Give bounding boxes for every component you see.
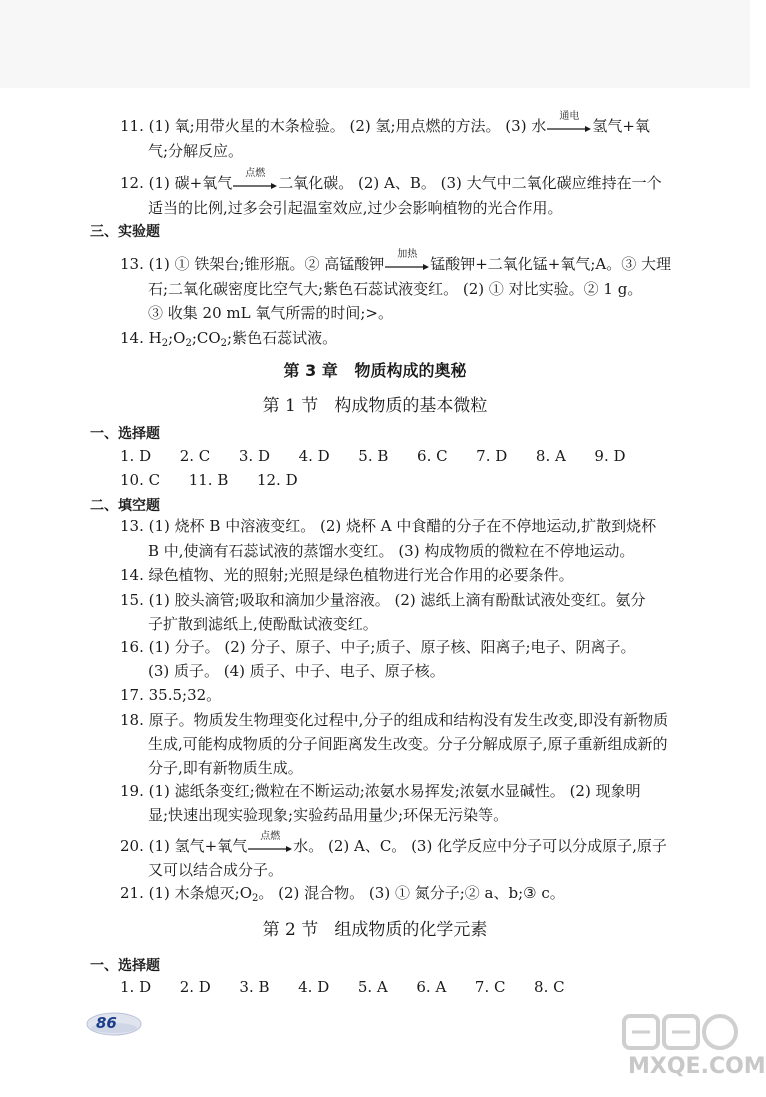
fill-q13-line-2: B 中,使滴有石蕊试液的蒸馏水变红。 (3) 构成物质的微粒在不停地运动。 [148, 542, 635, 560]
q13-line-2: 石;二氧化碳密度比空气大;紫色石蕊试液变红。 (2) ① 对比实验。② 1 g。 [148, 280, 643, 298]
fill-q19-line-2: 显;快速出现实验现象;实验药品用量少;环保无污染等。 [148, 806, 509, 824]
section-title-2: 第 2 节 组成物质的化学元素 [262, 920, 488, 940]
section-heading-choice-2: 一、选择题 [90, 958, 160, 974]
q12-line-2: 适当的比例,过多会引起温室效应,过少会影响植物的光合作用。 [148, 199, 563, 217]
fill-q13-line-1: 13. (1) 烧杯 B 中溶液变红。 (2) 烧杯 A 中食醋的分子在不停地运动,扩散到烧杯 [120, 517, 657, 535]
reaction-arrow: 点燃 [233, 177, 277, 191]
reaction-arrow: 通电 [547, 120, 591, 134]
q14-line: 14. $H_2;O_2;CO_2$;紫色石蕊试液。 [120, 329, 338, 349]
section-title-1: 第 1 节 构成物质的基本微粒 [262, 396, 488, 416]
fill-q15-line-2: 子扩散到滤纸上,使酚酞试液变红。 [148, 615, 378, 633]
fill-q20-line-1: 20. (1) 氢气+氧气 点燃 水。 (2) A、C。 (3) 化学反应中分子可以分成原子,原子 [120, 831, 667, 855]
watermark-glyphs [620, 1010, 742, 1054]
choice-answers-row-s2: 1. D 2. D 3. B 4. D 5. A 6. A 7. C 8. C [120, 978, 565, 996]
fill-q18-line-3: 分子,即有新物质生成。 [148, 759, 303, 777]
chapter-title: 第 3 章 物质构成的奥秘 [283, 361, 467, 380]
q13-line-3: ③ 收集 20 mL 氧气所需的时间;>。 [148, 304, 393, 322]
q11-line-1: 11. (1) 氧;用带火星的木条检验。 (2) 氢;用点燃的方法。 (3) 水 通电 氢气+氧 [120, 111, 650, 135]
q12-line-1: 12. (1) 碳+氧气 点燃 二氧化碳。 (2) A、B。 (3) 大气中二氧化碳应维持在一个 [120, 168, 662, 192]
fill-q18-line-2: 生成,可能构成物质的分子间距离发生改变。分子分解成原子,原子重新组成新的 [148, 735, 668, 753]
watermark-logo: MXQE.COM [620, 1010, 742, 1090]
q13-line-1: 13. (1) ① 铁架台;锥形瓶。② 高锰酸钾 加热 锰酸钾+二氧化锰+氧气;A。③ 大理 [120, 249, 672, 273]
q11-line-2: 气;分解反应。 [148, 142, 244, 160]
fill-q20-line-2: 又可以结合成分子。 [148, 861, 284, 879]
section-heading-fill: 二、填空题 [90, 498, 160, 514]
fill-q16-line-1: 16. (1) 分子。 (2) 分子、原子、中子;质子、原子核、阳离子;电子、阴离子。 [120, 638, 636, 656]
page-number-badge [86, 1011, 146, 1037]
page-number: 86 [96, 1014, 117, 1032]
fill-q14-line: 14. 绿色植物、光的照射;光照是绿色植物进行光合作用的必要条件。 [120, 566, 574, 584]
choice-answers-row-1: 1. D 2. C 3. D 4. D 5. B 6. C 7. D 8. A 9. D [120, 447, 626, 465]
fill-q15-line-1: 15. (1) 胶头滴管;吸取和滴加少量溶液。 (2) 滤纸上滴有酚酞试液处变红。氨分 [120, 591, 646, 609]
section-heading-choice: 一、选择题 [90, 426, 160, 442]
reaction-arrow: 点燃 [248, 840, 292, 854]
section-heading-experiment: 三、实验题 [90, 224, 160, 240]
fill-q21-line: 21. (1) 木条熄灭$;O_2$。 (2) 混合物。 (3) ① 氮分子;② a、b;③ c。 [120, 884, 565, 904]
fill-q16-line-2: (3) 质子。 (4) 质子、中子、电子、原子核。 [148, 662, 445, 680]
choice-answers-row-2: 10. C 11. B 12. D [120, 471, 298, 489]
fill-q19-line-1: 19. (1) 滤纸条变红;微粒在不断运动;浓氨水易挥发;浓氨水显碱性。 (2) 现象明 [120, 782, 641, 800]
reaction-arrow: 加热 [385, 258, 429, 272]
fill-q17-line: 17. 35.5;32。 [120, 686, 222, 704]
fill-q18-line-1: 18. 原子。物质发生物理变化过程中,分子的组成和结构没有发生改变,即没有新物质 [120, 711, 669, 729]
